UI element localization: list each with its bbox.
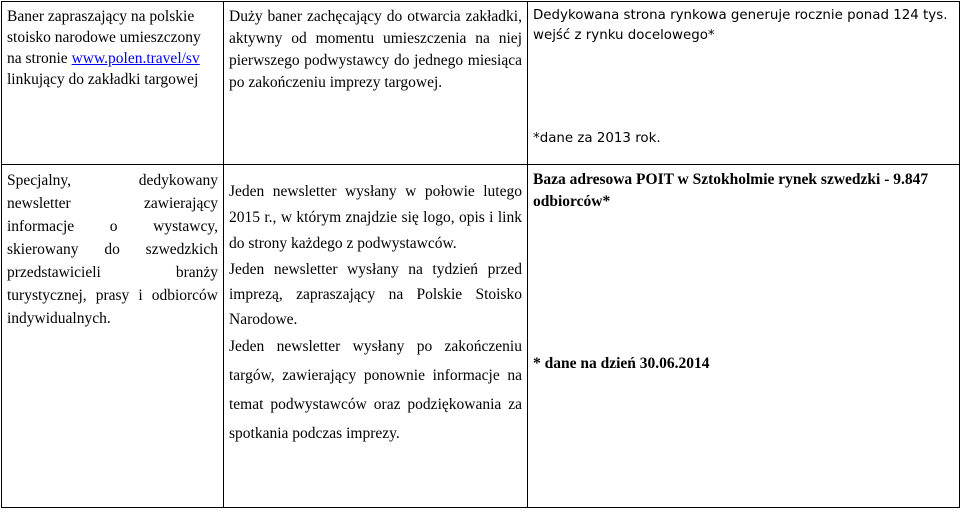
newsletter-description-cell bbox=[2, 165, 224, 508]
market-page-stats: Dedykowana strona rynkowa generuje rocznie ponad 124 tys. wejść z rynku docelowego* bbox=[533, 8, 948, 43]
newsletter-third: Jeden newsletter wysłany po zakończeniu targów, zawierający ponownie informacje na temat podwystawców oraz podziękowania za spotkania podczas imprezy. bbox=[229, 338, 522, 442]
address-base-footnote: * dane na dzień 30.06.2014 bbox=[533, 355, 710, 372]
table-row bbox=[2, 2, 960, 165]
stats-footnote: *dane za 2013 rok. bbox=[533, 131, 661, 146]
banner-description bbox=[7, 6, 218, 90]
newsletter-schedule-cell bbox=[224, 165, 528, 508]
banner-stats-cell bbox=[528, 2, 960, 165]
banner-text-after: linkujący do zakładki targowej bbox=[7, 71, 199, 88]
banner-details-cell bbox=[224, 2, 528, 165]
banner-text-before: Baner zapraszający na polskie stoisko narodowe umieszczony na stronie bbox=[7, 8, 201, 67]
polen-travel-link[interactable]: www.polen.travel/sv bbox=[71, 50, 200, 67]
address-base-stats: Baza adresowa POIT w Sztokholmie rynek szwedzki - 9.847 odbiorców* bbox=[533, 171, 929, 210]
banner-details: Duży baner zachęcający do otwarcia zakładki, aktywny od momentu umieszczenia na niej pierwszego podwystawcy do jednego miesiąca po zakończeniu imprezy targowej. bbox=[229, 8, 522, 91]
banner-description-cell bbox=[2, 2, 224, 165]
newsletter-second: Jeden newsletter wysłany na tydzień przed imprezą, zapraszający na Polskie Stoisko Narodowe. bbox=[229, 261, 522, 328]
newsletter-description: Specjalny, dedykowany newsletter zawierający informacje o wystawcy, skierowany do szwedzkich przedstawicieli branży turystycznej, prasy i odbiorców indywidualnych. bbox=[7, 172, 218, 327]
table-row bbox=[2, 165, 960, 508]
address-base-cell bbox=[528, 165, 960, 508]
promotion-table bbox=[1, 1, 960, 508]
newsletter-first: Jeden newsletter wysłany w połowie lutego 2015 r., w którym znajdzie się logo, opis i link do strony każdego z podwystawców. bbox=[229, 183, 522, 252]
